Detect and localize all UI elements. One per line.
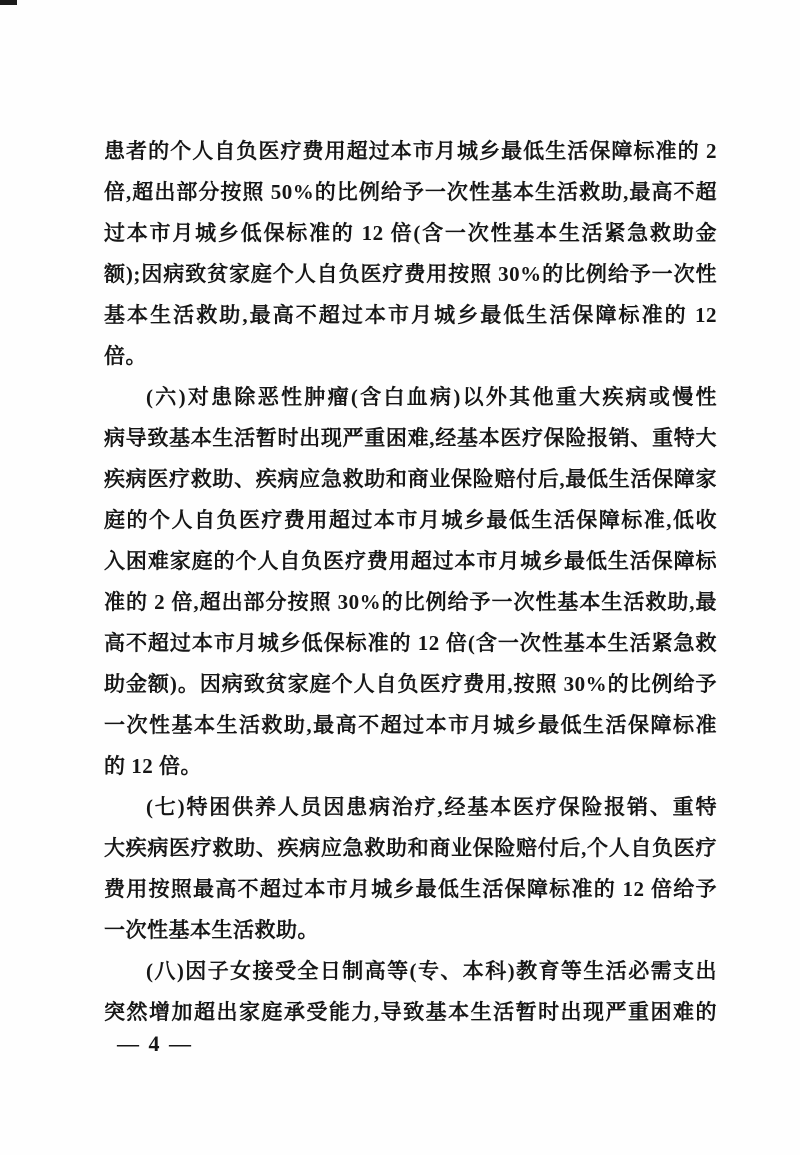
document-text-line: 准的 2 倍,超出部分按照 30%的比例给予一次性基本生活救助,最 — [104, 590, 717, 614]
document-text-line: 患者的个人自负医疗费用超过本市月城乡最低生活保障标准的 2 — [104, 139, 717, 163]
document-text-line: 额);因病致贫家庭个人自负医疗费用按照 30%的比例给予一次性 — [104, 262, 717, 286]
document-text-line: 一次性基本生活救助。 — [104, 918, 319, 942]
document-text-line: 基本生活救助,最高不超过本市月城乡最低生活保障标准的 12 — [104, 303, 717, 327]
document-text-line: (七)特困供养人员因患病治疗,经基本医疗保险报销、重特 — [146, 795, 717, 819]
document-body — [104, 131, 717, 1033]
document-text-line: 庭的个人自负医疗费用超过本市月城乡最低生活保障标准,低收 — [104, 508, 717, 532]
document-text-line: 病导致基本生活暂时出现严重困难,经基本医疗保险报销、重特大 — [104, 426, 717, 450]
document-text-line: 倍,超出部分按照 50%的比例给予一次性基本生活救助,最高不超 — [104, 180, 717, 204]
paragraph-item-8 — [104, 951, 717, 1033]
document-text-line: 高不超过本市月城乡低保标准的 12 倍(含一次性基本生活紧急救 — [104, 631, 717, 655]
paragraph-item-7 — [104, 787, 717, 951]
paragraph-item-6 — [104, 377, 717, 787]
document-text-line: 助金额)。因病致贫家庭个人自负医疗费用,按照 30%的比例给予 — [104, 672, 717, 696]
document-text-line: (八)因子女接受全日制高等(专、本科)教育等生活必需支出 — [146, 959, 717, 983]
document-text-line: (六)对患除恶性肿瘤(含白血病)以外其他重大疾病或慢性 — [146, 385, 717, 409]
document-text-line: 的 12 倍。 — [104, 754, 202, 778]
document-text-line: 大疾病医疗救助、疾病应急救助和商业保险赔付后,个人自负医疗 — [104, 836, 717, 860]
page-number: — 4 — — [117, 1031, 193, 1056]
document-text-line: 费用按照最高不超过本市月城乡最低生活保障标准的 12 倍给予 — [104, 877, 717, 901]
document-text-line: 一次性基本生活救助,最高不超过本市月城乡最低生活保障标准 — [104, 713, 717, 737]
scan-artifact-mark — [0, 0, 17, 5]
paragraph-continuation — [104, 131, 717, 377]
document-text-line: 过本市月城乡低保标准的 12 倍(含一次性基本生活紧急救助金 — [104, 221, 717, 245]
document-text-line: 突然增加超出家庭承受能力,导致基本生活暂时出现严重困难的 — [104, 1000, 717, 1024]
document-text-line: 倍。 — [104, 344, 147, 368]
document-text-line: 疾病医疗救助、疾病应急救助和商业保险赔付后,最低生活保障家 — [104, 467, 717, 491]
document-text-line: 入困难家庭的个人自负医疗费用超过本市月城乡最低生活保障标 — [104, 549, 717, 573]
